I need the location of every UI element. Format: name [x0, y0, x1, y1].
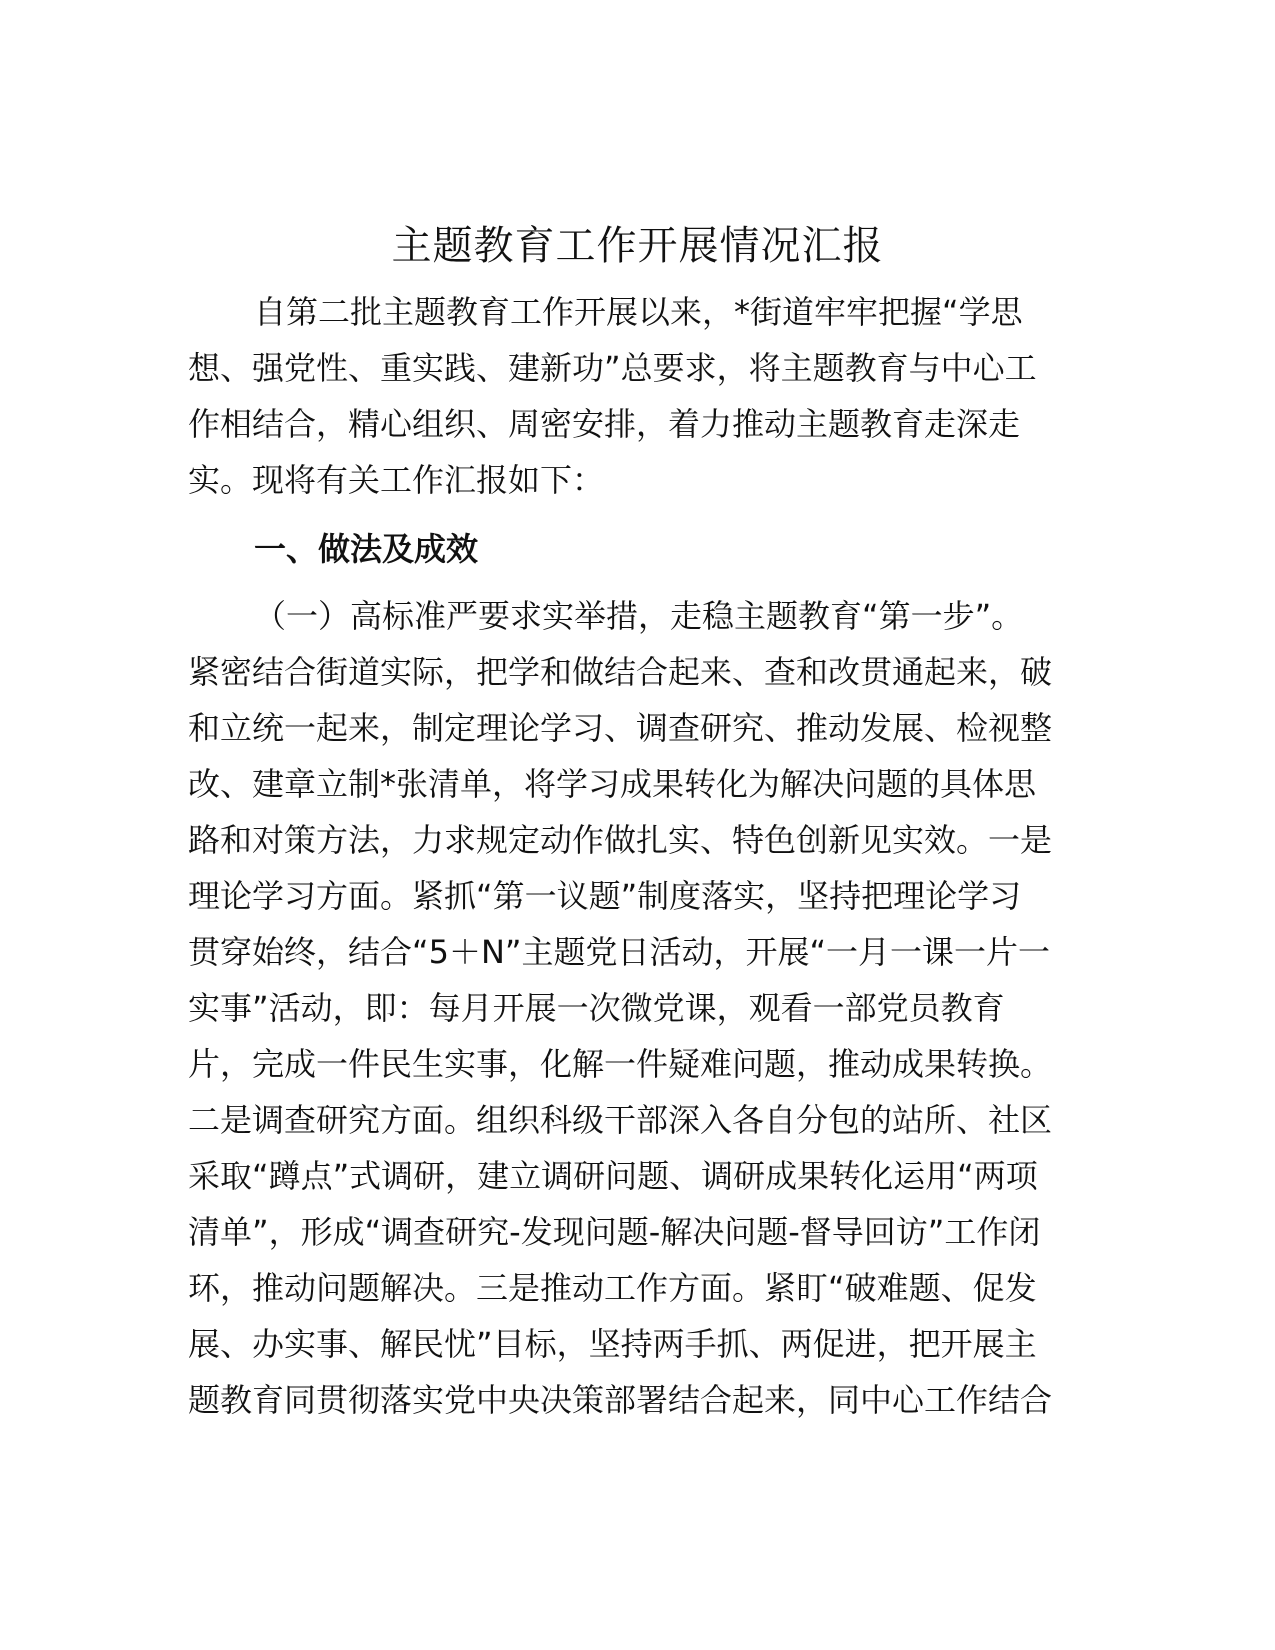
paragraph-line: 清单”，形成“调查研究-发现问题-解决问题-督导回访”工作闭 [188, 1213, 1041, 1251]
paragraph-line: 展、办实事、解民忧”目标，坚持两手抓、两促进，把开展主 [188, 1325, 1037, 1363]
paragraph-line: 贯穿始终，结合“5＋N”主题党日活动，开展“一月一课一片一 [188, 933, 1051, 971]
paragraph-line: 和立统一起来，制定理论学习、调查研究、推动发展、检视整 [188, 709, 1053, 747]
paragraph-line: 作相结合，精心组织、周密安排，着力推动主题教育走深走 [188, 405, 1021, 443]
paragraph-line: 环，推动问题解决。三是推动工作方面。紧盯“破难题、促发 [188, 1269, 1037, 1307]
section-heading: 一、做法及成效 [254, 530, 479, 568]
paragraph-line: 想、强党性、重实践、建新功”总要求，将主题教育与中心工 [188, 349, 1037, 387]
paragraph-line: 片，完成一件民生实事，化解一件疑难问题，推动成果转换。 [188, 1045, 1053, 1083]
paragraph-line: 采取“蹲点”式调研，建立调研问题、调研成果转化运用“两项 [188, 1157, 1038, 1195]
paragraph-line: 紧密结合街道实际，把学和做结合起来、查和改贯通起来，破 [188, 653, 1053, 691]
document-title: 主题教育工作开展情况汇报 [391, 223, 884, 269]
paragraph-line: （一）高标准严要求实举措，走稳主题教育“第一步”。 [254, 597, 1024, 635]
paragraph-line: 二是调查研究方面。组织科级干部深入各自分包的站所、社区 [188, 1101, 1053, 1139]
paragraph-line: 理论学习方面。紧抓“第一议题”制度落实，坚持把理论学习 [188, 877, 1022, 915]
paragraph-line: 路和对策方法，力求规定动作做扎实、特色创新见实效。一是 [188, 821, 1053, 859]
paragraph-line: 题教育同贯彻落实党中央决策部署结合起来，同中心工作结合 [188, 1381, 1053, 1419]
paragraph-line: 改、建章立制*张清单，将学习成果转化为解决问题的具体思 [188, 765, 1037, 803]
paragraph-line: 自第二批主题教育工作开展以来，*街道牢牢把握“学思 [254, 293, 1023, 331]
paragraph-line: 实。现将有关工作汇报如下： [188, 461, 605, 499]
paragraph-line: 实事”活动，即：每月开展一次微党课，观看一部党员教育 [188, 989, 1005, 1027]
